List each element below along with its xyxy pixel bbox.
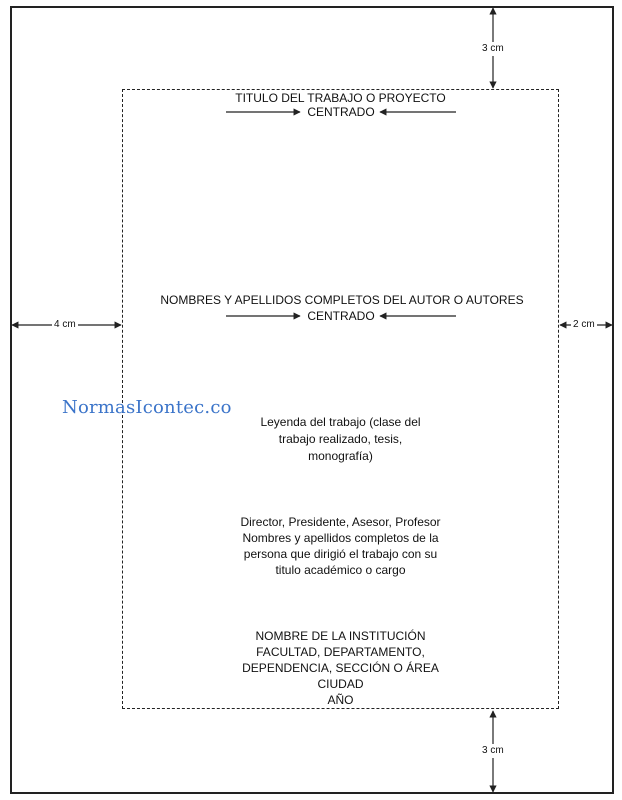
institution-line: FACULTAD, DEPARTAMENTO, <box>256 645 425 659</box>
title-heading: TITULO DEL TRABAJO O PROYECTO <box>235 91 446 105</box>
left-margin-label: 4 cm <box>54 319 76 330</box>
director-line: Nombres y apellidos completos de la <box>242 531 439 545</box>
author-centered-note: CENTRADO <box>307 309 375 323</box>
institution-line: DEPENDENCIA, SECCIÓN O ÁREA <box>242 661 439 675</box>
author-heading: NOMBRES Y APELLIDOS COMPLETOS DEL AUTOR O AUTORES <box>160 293 524 307</box>
legend-line: monografía) <box>308 449 373 463</box>
right-margin-label: 2 cm <box>573 319 595 330</box>
director-line: Director, Presidente, Asesor, Profesor <box>240 515 441 529</box>
director-line: titulo académico o cargo <box>275 563 406 577</box>
director-line: persona que dirigió el trabajo con su <box>243 547 438 561</box>
institution-line: CIUDAD <box>317 677 364 691</box>
institution-line: NOMBRE DE LA INSTITUCIÓN <box>255 629 426 643</box>
institution-block <box>122 629 559 708</box>
legend-line: trabajo realizado, tesis, <box>278 432 403 446</box>
legend-block <box>122 415 559 464</box>
title-centered-note: CENTRADO <box>307 105 375 119</box>
legend-line: Leyenda del trabajo (clase del <box>260 415 421 429</box>
top-margin-label: 3 cm <box>482 43 504 54</box>
watermark-brand: NormasIcontec.co <box>62 397 232 418</box>
institution-line: AÑO <box>327 693 354 707</box>
director-block <box>122 515 559 578</box>
bottom-margin-label: 3 cm <box>482 745 504 756</box>
